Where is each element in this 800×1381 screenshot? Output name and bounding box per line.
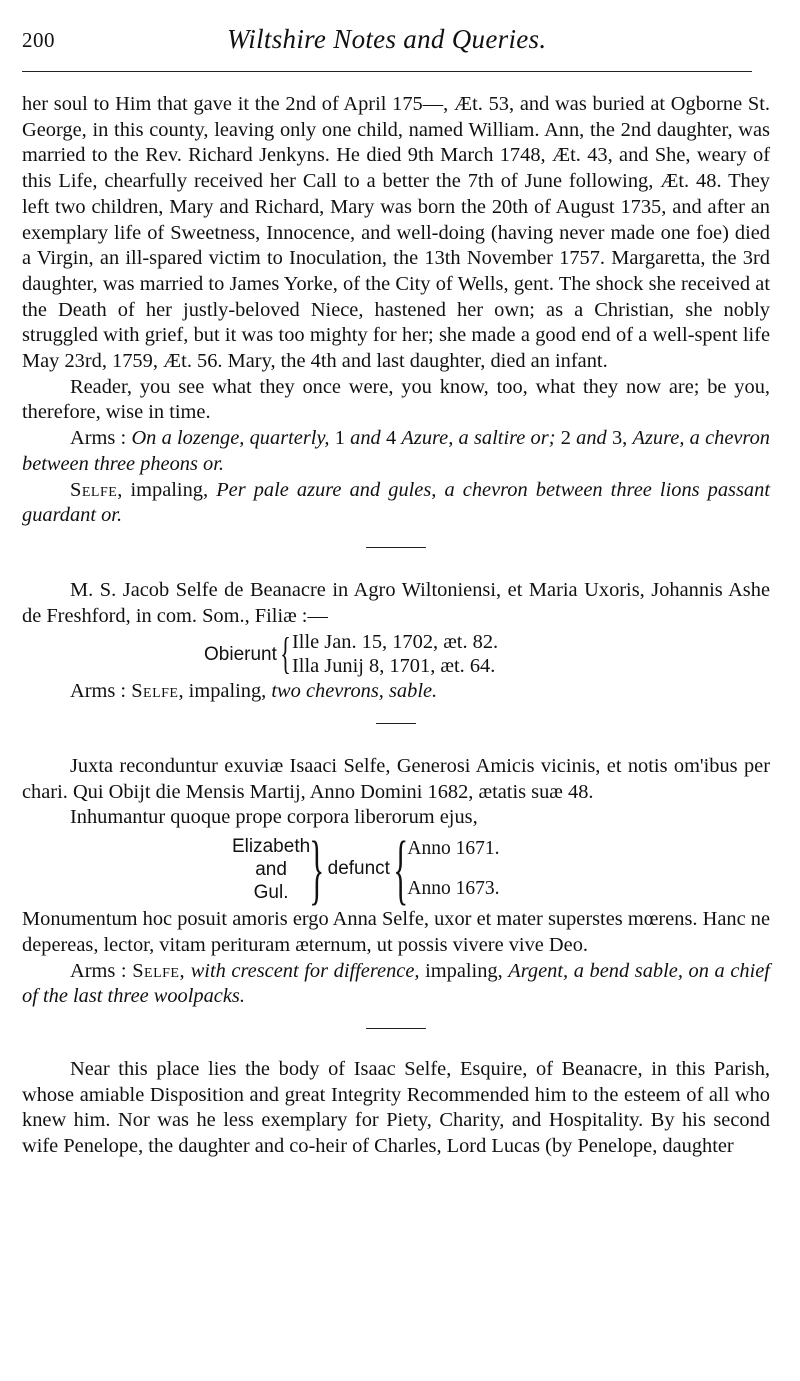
arms-paragraph-2 (22, 679, 770, 705)
arms-and-1: and (350, 427, 381, 450)
arms-num-1: 1 (334, 427, 345, 450)
running-title: Wiltshire Notes and Queries. (227, 24, 547, 54)
arms-num-2: 2 (560, 427, 571, 450)
selfe-name: Selfe (131, 680, 179, 703)
arms-blazon-3: Argent, a bend sable, on a chief of the last three woolpacks. (22, 959, 770, 1008)
selfe-name: Selfe (70, 478, 118, 501)
arms-paragraph-3 (22, 959, 770, 1010)
obierunt-block (204, 629, 770, 679)
arms-num-3: 3, (611, 427, 628, 450)
arms-label: Arms : (70, 427, 127, 450)
impaling-word: impaling, (425, 959, 503, 982)
header-rule (22, 71, 752, 72)
obierunt-dates (292, 630, 498, 678)
arms-blazon-1i: Azure, a chevron between three pheons or. (22, 427, 770, 475)
arms-label: Arms : (70, 959, 127, 982)
impaling-word: , impaling, (178, 680, 267, 703)
inhumantur-line: Inhumantur quoque prope corpora liberorum ejus, (70, 806, 478, 829)
child-name-2: Gul. (253, 881, 289, 903)
death-year-1: Anno 1671. (407, 838, 500, 860)
body-text (22, 92, 770, 1160)
children-names (232, 835, 310, 904)
monumentum-paragraph: Monumentum hoc posuit amoris ergo Anna Selfe, uxor et mater superstes mœrens. Hanc ne depereas, lector, vitam perituram æternum, ut possis vivere vive Deo. (22, 908, 770, 956)
child-name-and: and (255, 858, 287, 880)
defunct-block (232, 825, 770, 913)
arms-and-2: and (576, 427, 607, 450)
arms-difference: with crescent for difference, (190, 959, 420, 982)
paragraph-continuation: her soul to Him that gave it the 2nd of April 175—, Æt. 53, and was buried at Ogborne St. George, in this county, leaving only one child, named William. Ann, the 2nd daughter, was married to the Rev. Richard Jenkyns. He died 9th March 1748, Æt. 43, and She, weary of this Life, chearfully received her Call to a better the 7th of June following, Æt. 48. They left two children, Mary and Richard, Mary was born the 20th of August 1735, and after an exemplary life of Sweetness, Innocence, and well-doing (having never made one foe) died a Virgin, an ill-spared victim to Inoculation, the 13th November 1757. Margaretta, the 3rd daughter, was married to James Yorke, of the City of Wells, gent. The shock she received at the Death of her justly-beloved Niece, hastened her own; as a Christian, she nobly struggled with grief, but it was too mighty for her; she made a good end of a well-spent life May 23rd, 1759, Æt. 56. Mary, the 4th and last daughter, died an infant. (22, 93, 770, 373)
selfe-arms-blazon: Per pale azure and gules, a chevron between three lions passant guardant or. (22, 478, 770, 527)
reader-paragraph: Reader, you see what they once were, you know, too, what they now are; be you, therefore, wise in time. (22, 375, 770, 424)
right-brace: } (309, 825, 325, 913)
death-years (407, 836, 499, 902)
page-header (22, 20, 752, 64)
arms-blazon-2: two chevrons, sable. (271, 680, 438, 703)
near-this-place-inscription: Near this place lies the body of Isaac Selfe, Esquire, of Beanacre, in this Parish, whose amiable Disposition and great Integrity Recommended him to the esteem of all who knew him. Nor was he less exemplary for Piety, Charity, and Hospitality. By his second wife Penelope, the daughter and co-heir of Charles, Lord Lucas (by Penelope, daughter (22, 1057, 770, 1158)
obierunt-line-2: Illa Junij 8, 1701, æt. 64. (292, 655, 496, 678)
arms-num-4: 4 (385, 427, 397, 450)
arms-blazon-1a: On a lozenge, quarterly, (131, 427, 330, 450)
isaac-selfe-inscription: Juxta reconduntur exuviæ Isaaci Selfe, Generosi Amicis vicinis, et notis om'ibus per chari. Qui Obijt die Mensis Martij, Anno Domini 1682, ætatis suæ 48. (22, 755, 770, 803)
defunct-word: defunct (327, 858, 390, 880)
selfe-name: Selfe, (132, 959, 186, 982)
page-number: 200 (22, 28, 55, 52)
impaling-word: , impaling, (117, 478, 209, 501)
child-name-1: Elizabeth (232, 835, 311, 857)
selfe-impaling-paragraph (22, 478, 770, 529)
arms-paragraph-1 (22, 426, 770, 477)
arms-label: Arms : (70, 680, 127, 703)
jacob-selfe-inscription: M. S. Jacob Selfe de Beanacre in Agro Wiltoniensi, et Maria Uxoris, Johannis Ashe de Freshford, in com. Som., Filiæ :— (22, 578, 770, 627)
left-brace: { (393, 825, 409, 913)
obierunt-line-1: Ille Jan. 15, 1702, æt. 82. (292, 631, 499, 654)
arms-blazon-1e: Azure, a saltire or; (401, 427, 556, 450)
obierunt-label: Obierunt (204, 643, 277, 665)
left-brace: { (280, 629, 291, 679)
death-year-2: Anno 1673. (407, 878, 500, 900)
